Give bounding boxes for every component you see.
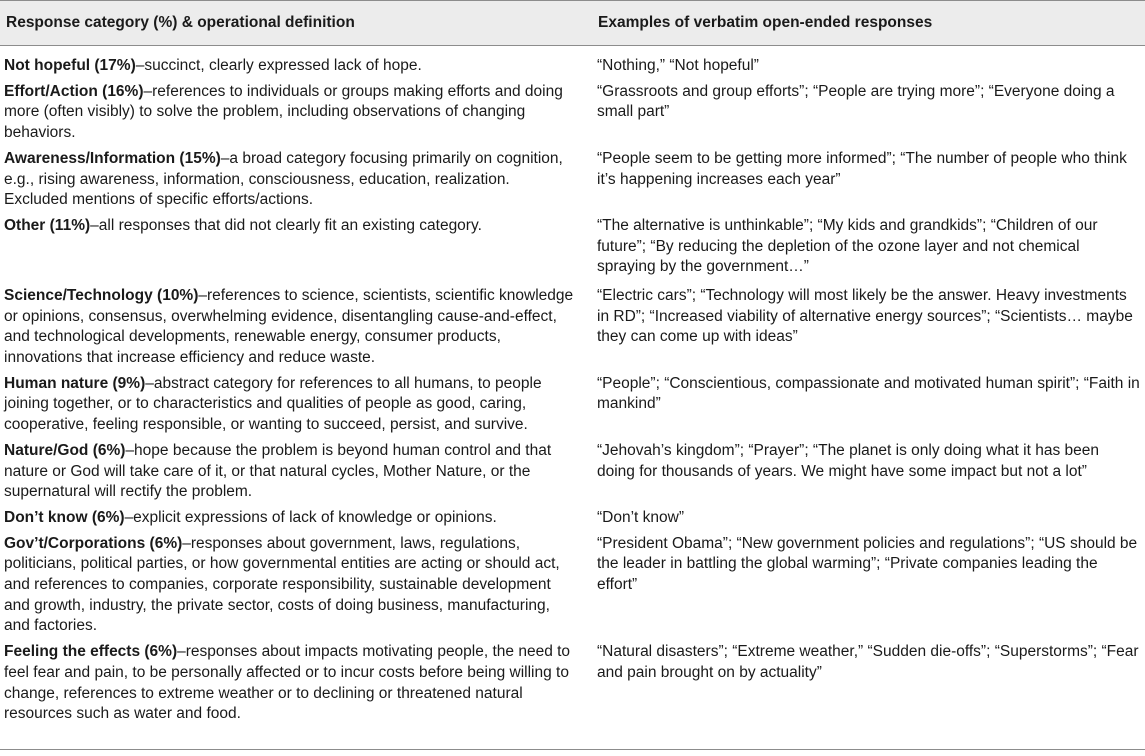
category-cell xyxy=(0,374,589,441)
category-cell xyxy=(0,441,589,508)
category-definition: –succinct, clearly expressed lack of hope. xyxy=(135,57,422,74)
examples-cell: “Natural disasters”; “Extreme weather,” “Sudden die-offs”; “Superstorms”; “Fear and pain brought on by actuality” xyxy=(597,643,1139,681)
table-bottom-rule xyxy=(0,749,1145,750)
header-row xyxy=(0,1,1145,46)
category-name: Science/Technology (10%) xyxy=(4,286,199,304)
examples-cell: “Don’t know” xyxy=(597,508,684,526)
examples-cell: “People seem to be getting more informed”; “The number of people who think it’s happening increases each year” xyxy=(597,149,1127,188)
category-cell xyxy=(0,286,589,374)
category-definition: –a broad category focusing primarily on cognition, e.g., rising awareness, information, consciousness, education, realization. Excluded mentions of specific efforts/actions. xyxy=(4,149,563,209)
category-name: Effort/Action (16%) xyxy=(4,82,144,100)
table-row xyxy=(0,441,1145,508)
table-row xyxy=(0,534,1145,643)
table-row xyxy=(0,642,1145,726)
category-definition: –responses about government, laws, regulations, politicians, political parties, or how governmental entities are acting or should act, and references to companies, corporate responsibility, sustainable development and growth, industry, the private sector, costs of doing business, manufacturing, and factories. xyxy=(4,534,560,635)
category-name: Awareness/Information (15%) xyxy=(4,149,221,167)
category-definition: –abstract category for references to all humans, to people joining together, or to characteristics and qualities of people as good, caring, cooperative, feeling responsible, or wanting to succeed, persist, and survive. xyxy=(4,374,542,434)
category-name: Nature/God (6%) xyxy=(4,441,126,459)
category-cell xyxy=(0,216,589,286)
table-row xyxy=(0,82,1145,149)
examples-cell: “People”; “Conscientious, compassionate and motivated human spirit”; “Faith in mankind” xyxy=(597,374,1140,413)
category-name: Not hopeful (17%) xyxy=(4,57,136,74)
category-definition: –all responses that did not clearly fit an existing category. xyxy=(90,216,482,234)
table-row xyxy=(0,46,1145,82)
examples-cell: “Grassroots and group efforts”; “People are trying more”; “Everyone doing a small part” xyxy=(597,82,1115,121)
category-cell xyxy=(0,82,589,149)
table-row xyxy=(0,216,1145,286)
category-cell xyxy=(0,46,589,82)
table-body xyxy=(0,46,1145,727)
table-row xyxy=(0,149,1145,216)
examples-cell: “Electric cars”; “Technology will most likely be the answer. Heavy investments in RD”; “Increased viability of alternative energy sources”; “Scientists… maybe they can come up with ideas” xyxy=(597,286,1133,346)
category-cell xyxy=(0,149,589,216)
examples-cell: “President Obama”; “New government policies and regulations”; “US should be the leader in battling the global warming”; “Private companies leading the effort” xyxy=(597,534,1138,594)
category-cell xyxy=(0,508,589,534)
category-name: Feeling the effects (6%) xyxy=(4,643,178,661)
category-definition: –hope because the problem is beyond human control and that nature or God will take care of it, or that natural cycles, Mother Nature, or the supernatural will rectify the problem. xyxy=(4,441,552,501)
category-definition: –explicit expressions of lack of knowledge or opinions. xyxy=(124,508,497,526)
header-category: Response category (%) & operational definition xyxy=(6,14,355,31)
category-name: Other (11%) xyxy=(4,216,91,234)
category-name: Gov’t/Corporations (6%) xyxy=(4,534,183,552)
category-definition: –responses about impacts motivating people, the need to feel fear and pain, to be personally affected or to incur costs before being willing to change, references to extreme weather or to declining or threatened natural resources such as water and food. xyxy=(4,643,571,723)
category-definition: –references to individuals or groups making efforts and doing more (often visibly) to solve the problem, including observations of changing behaviors. xyxy=(4,82,563,142)
category-name: Don’t know (6%) xyxy=(4,508,125,526)
header-examples: Examples of verbatim open-ended responses xyxy=(598,14,933,31)
examples-cell: “Nothing,” “Not hopeful” xyxy=(597,57,759,74)
table-row xyxy=(0,374,1145,441)
table-header xyxy=(0,1,1145,46)
examples-cell: “The alternative is unthinkable”; “My kids and grandkids”; “Children of our future”; “By reducing the depletion of the ozone layer and not chemical spraying by the government…” xyxy=(597,216,1098,276)
table-row xyxy=(0,286,1145,374)
table-row xyxy=(0,508,1145,534)
category-definition: –references to science, scientists, scientific knowledge or opinions, consensus, overwhelming evidence, disentangling cause-and-effect, and technological developments, renewable energy, consumer products, innovations that increase efficiency and reduce waste. xyxy=(4,286,574,367)
category-cell xyxy=(0,534,589,643)
category-cell xyxy=(0,642,589,726)
examples-cell: “Jehovah’s kingdom”; “Prayer”; “The planet is only doing what it has been doing for thousands of years. We might have some impact but not a lot” xyxy=(597,441,1100,480)
category-name: Human nature (9%) xyxy=(4,374,146,392)
